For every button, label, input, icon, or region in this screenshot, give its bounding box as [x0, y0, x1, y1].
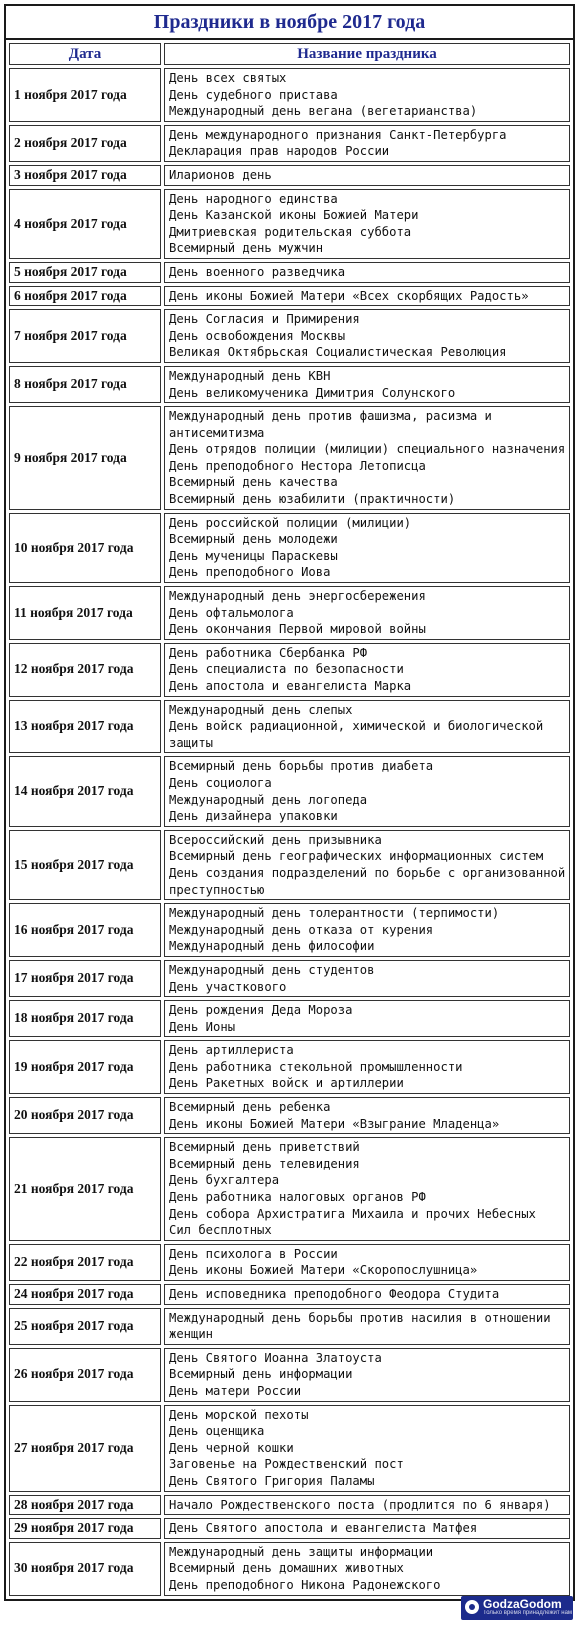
holiday-name: преступностью: [169, 882, 265, 897]
name-column-header: Название праздника: [164, 43, 570, 65]
holiday-name: День Ракетных войск и артиллерии: [169, 1076, 404, 1091]
holiday-name: Всемирный день молодежи: [169, 532, 338, 547]
holiday-name: День Святого Григория Паламы: [169, 1473, 375, 1488]
date-cell: 20 ноября 2017 года: [9, 1097, 161, 1134]
holiday-names-cell: [164, 68, 570, 122]
holiday-name: День судебного пристава: [169, 87, 338, 102]
table-row: [9, 165, 570, 186]
holiday-names-cell: [164, 125, 570, 162]
table-row: [9, 1495, 570, 1516]
holiday-name: День российской полиции (милиции): [169, 515, 412, 530]
holiday-names-cell: [164, 165, 570, 186]
table-row: [9, 189, 570, 259]
table-row: [9, 830, 570, 900]
table-row: [9, 262, 570, 283]
table-row: [9, 1405, 570, 1492]
holiday-name: День участкового: [169, 979, 287, 994]
date-cell: 7 ноября 2017 года: [9, 309, 161, 363]
table-row: [9, 643, 570, 697]
logo-name: GodzaGodom: [483, 1597, 562, 1611]
holiday-name: День Святого апостола и евангелиста Матфея: [169, 1521, 478, 1536]
table-row: [9, 700, 570, 754]
table-row: [9, 309, 570, 363]
holidays-table-frame: [4, 4, 575, 1601]
holiday-names-cell: [164, 262, 570, 283]
holiday-name: Международный день защиты информации: [169, 1544, 434, 1559]
holiday-names-cell: [164, 1495, 570, 1516]
holiday-name: Заговенье на Рождественский пост: [169, 1457, 404, 1472]
date-cell: 28 ноября 2017 года: [9, 1495, 161, 1516]
holiday-name: Всемирный день качества: [169, 475, 338, 490]
holiday-name: защиты: [169, 735, 214, 750]
date-cell: 3 ноября 2017 года: [9, 165, 161, 186]
holiday-name: женщин: [169, 1327, 214, 1342]
holiday-name: Всемирный день домашних животных: [169, 1561, 404, 1576]
holiday-name: Великая Октябрьская Социалистическая Революция: [169, 345, 507, 360]
holiday-names-cell: [164, 286, 570, 307]
holiday-name: Международный день отказа от курения: [169, 922, 434, 937]
date-cell: 16 ноября 2017 года: [9, 903, 161, 957]
holiday-name: День матери России: [169, 1383, 302, 1398]
holiday-name: День всех святых: [169, 71, 287, 85]
holiday-names-cell: [164, 1308, 570, 1345]
table-body: [9, 68, 570, 1596]
table-row: [9, 1542, 570, 1596]
table-row: [9, 1040, 570, 1094]
date-cell: 1 ноября 2017 года: [9, 68, 161, 122]
holiday-name: День Ионы: [169, 1019, 236, 1034]
table-row: [9, 1284, 570, 1305]
table-row: [9, 1000, 570, 1037]
date-column-header: Дата: [9, 43, 161, 65]
holiday-name: Декларация прав народов России: [169, 144, 390, 159]
holiday-name: День Казанской иконы Божией Матери: [169, 208, 419, 223]
table-row: [9, 513, 570, 583]
holiday-name: День работника налоговых органов РФ: [169, 1190, 426, 1205]
holiday-name: День собора Архистратига Михаила и прочих Небесных: [169, 1206, 536, 1221]
holiday-name: Международный день борьбы против насилия в отношении: [169, 1310, 551, 1325]
table-row: [9, 1348, 570, 1402]
table-row: [9, 960, 570, 997]
table-row: [9, 125, 570, 162]
holiday-name: Международный день КВН: [169, 368, 331, 383]
date-cell: 26 ноября 2017 года: [9, 1348, 161, 1402]
holiday-names-cell: [164, 643, 570, 697]
date-cell: 24 ноября 2017 года: [9, 1284, 161, 1305]
holiday-name: День исповедника преподобного Феодора Студита: [169, 1287, 500, 1301]
date-cell: 27 ноября 2017 года: [9, 1405, 161, 1492]
holiday-names-cell: [164, 586, 570, 640]
holiday-names-cell: [164, 1348, 570, 1402]
holiday-name: День преподобного Иова: [169, 565, 331, 580]
holiday-name: Сил бесплотных: [169, 1223, 272, 1238]
holiday-name: День освобождения Москвы: [169, 328, 346, 343]
holiday-name: День специалиста по безопасности: [169, 662, 404, 677]
holiday-name: Начало Рождественского поста (продлится по 6 января): [169, 1497, 551, 1512]
holiday-name: Всемирный день приветствий: [169, 1140, 360, 1155]
holiday-names-cell: [164, 513, 570, 583]
date-cell: 13 ноября 2017 года: [9, 700, 161, 754]
holiday-name: День преподобного Никона Радонежского: [169, 1577, 441, 1592]
table-row: [9, 366, 570, 403]
holiday-name: Международный день слепых: [169, 702, 353, 717]
holiday-name: День социолога: [169, 775, 272, 790]
date-cell: 9 ноября 2017 года: [9, 406, 161, 510]
logo-tagline: Только время принадлежит нам: [483, 1610, 573, 1616]
holiday-name: Международный день логопеда: [169, 792, 368, 807]
holiday-names-cell: [164, 960, 570, 997]
date-cell: 4 ноября 2017 года: [9, 189, 161, 259]
holiday-name: День войск радиационной, химической и биологической: [169, 719, 544, 734]
holiday-names-cell: [164, 1284, 570, 1305]
holiday-names-cell: [164, 756, 570, 826]
holiday-name: День оценщика: [169, 1424, 265, 1439]
holiday-names-cell: [164, 309, 570, 363]
holiday-names-cell: [164, 406, 570, 510]
holiday-name: День рождения Деда Мороза: [169, 1003, 353, 1018]
holiday-name: День мученицы Параскевы: [169, 548, 338, 563]
date-cell: 11 ноября 2017 года: [9, 586, 161, 640]
holidays-table: [6, 40, 573, 1599]
table-row: [9, 406, 570, 510]
table-header-row: [9, 43, 570, 65]
date-cell: 17 ноября 2017 года: [9, 960, 161, 997]
date-cell: 5 ноября 2017 года: [9, 262, 161, 283]
holiday-name: День Согласия и Примирения: [169, 312, 360, 327]
holiday-name: День военного разведчика: [169, 264, 346, 279]
holiday-name: Всемирный день информации: [169, 1367, 353, 1382]
holiday-name: Международный день вегана (вегетарианства): [169, 104, 478, 119]
holiday-name: День артиллериста: [169, 1043, 294, 1058]
table-row: [9, 68, 570, 122]
date-cell: 19 ноября 2017 года: [9, 1040, 161, 1094]
holiday-name: Международный день философии: [169, 939, 375, 954]
holiday-name: День отрядов полиции (милиции) специального назначения: [169, 442, 566, 457]
date-cell: 21 ноября 2017 года: [9, 1137, 161, 1241]
holiday-names-cell: [164, 1137, 570, 1241]
holiday-name: День иконы Божией Матери «Скоропослушница»: [169, 1263, 478, 1278]
date-cell: 10 ноября 2017 года: [9, 513, 161, 583]
table-row: [9, 586, 570, 640]
table-row: [9, 903, 570, 957]
holiday-names-cell: [164, 1542, 570, 1596]
table-row: [9, 1137, 570, 1241]
holiday-name: День иконы Божией Матери «Взыграние Младенца»: [169, 1116, 500, 1131]
date-cell: 2 ноября 2017 года: [9, 125, 161, 162]
holiday-name: Всемирный день мужчин: [169, 241, 324, 256]
holiday-name: День апостола и евангелиста Марка: [169, 679, 412, 693]
holiday-name: Дмитриевская родительская суббота: [169, 224, 412, 239]
holiday-name: Всемирный день борьбы против диабета: [169, 759, 434, 774]
holiday-name: День великомученика Димитрия Солунского: [169, 385, 456, 400]
holiday-names-cell: [164, 1244, 570, 1281]
holiday-name: Международный день студентов: [169, 962, 375, 977]
holiday-names-cell: [164, 830, 570, 900]
table-row: [9, 1518, 570, 1539]
date-cell: 15 ноября 2017 года: [9, 830, 161, 900]
holiday-name: Иларионов день: [169, 167, 272, 182]
holiday-names-cell: [164, 903, 570, 957]
holiday-name: День работника Сбербанка РФ: [169, 645, 368, 660]
table-row: [9, 286, 570, 307]
date-cell: 12 ноября 2017 года: [9, 643, 161, 697]
date-cell: 14 ноября 2017 года: [9, 756, 161, 826]
date-cell: 25 ноября 2017 года: [9, 1308, 161, 1345]
date-cell: 6 ноября 2017 года: [9, 286, 161, 307]
holiday-name: День офтальмолога: [169, 605, 294, 620]
table-row: [9, 1244, 570, 1281]
holiday-names-cell: [164, 1518, 570, 1539]
holiday-name: Международный день толерантности (терпимости): [169, 906, 500, 921]
holiday-names-cell: [164, 1000, 570, 1037]
holiday-name: Всероссийский день призывника: [169, 832, 382, 847]
holiday-name: антисемитизма: [169, 425, 265, 440]
clock-icon: [465, 1600, 479, 1614]
holiday-name: Всемирный день ребенка: [169, 1100, 331, 1115]
holiday-name: День Святого Иоанна Златоуста: [169, 1350, 382, 1365]
page-title: Праздники в ноябре 2017 года: [6, 6, 573, 40]
holiday-name: Международный день энергосбережения: [169, 589, 426, 604]
date-cell: 22 ноября 2017 года: [9, 1244, 161, 1281]
date-cell: 30 ноября 2017 года: [9, 1542, 161, 1596]
date-cell: 29 ноября 2017 года: [9, 1518, 161, 1539]
holiday-name: День бухгалтера: [169, 1173, 280, 1188]
table-row: [9, 1308, 570, 1345]
holiday-names-cell: [164, 1097, 570, 1134]
holiday-name: Международный день против фашизма, расизма и: [169, 409, 492, 424]
holiday-name: Всемирный день географических информационных систем: [169, 849, 544, 864]
site-logo: [461, 1596, 573, 1620]
holiday-names-cell: [164, 366, 570, 403]
holiday-names-cell: [164, 1405, 570, 1492]
holiday-name: День народного единства: [169, 191, 338, 206]
holiday-names-cell: [164, 1040, 570, 1094]
holiday-name: День преподобного Нестора Летописца: [169, 458, 426, 473]
holiday-name: Всемирный день телевидения: [169, 1156, 360, 1171]
holiday-name: День создания подразделений по борьбе с организованной: [169, 865, 566, 880]
holiday-name: День окончания Первой мировой войны: [169, 622, 426, 637]
holiday-names-cell: [164, 189, 570, 259]
table-row: [9, 1097, 570, 1134]
holiday-name: День международного признания Санкт-Петербурга: [169, 127, 507, 142]
date-cell: 8 ноября 2017 года: [9, 366, 161, 403]
holiday-names-cell: [164, 700, 570, 754]
holiday-name: День работника стекольной промышленности: [169, 1059, 463, 1074]
holiday-name: День дизайнера упаковки: [169, 809, 338, 824]
date-cell: 18 ноября 2017 года: [9, 1000, 161, 1037]
holiday-name: Всемирный день юзабилити (практичности): [169, 492, 456, 507]
holiday-name: День психолога в России: [169, 1246, 338, 1261]
holiday-name: День морской пехоты: [169, 1407, 309, 1422]
holiday-name: День черной кошки: [169, 1440, 294, 1455]
holiday-name: День иконы Божией Матери «Всех скорбящих Радость»: [169, 288, 529, 303]
table-row: [9, 756, 570, 826]
